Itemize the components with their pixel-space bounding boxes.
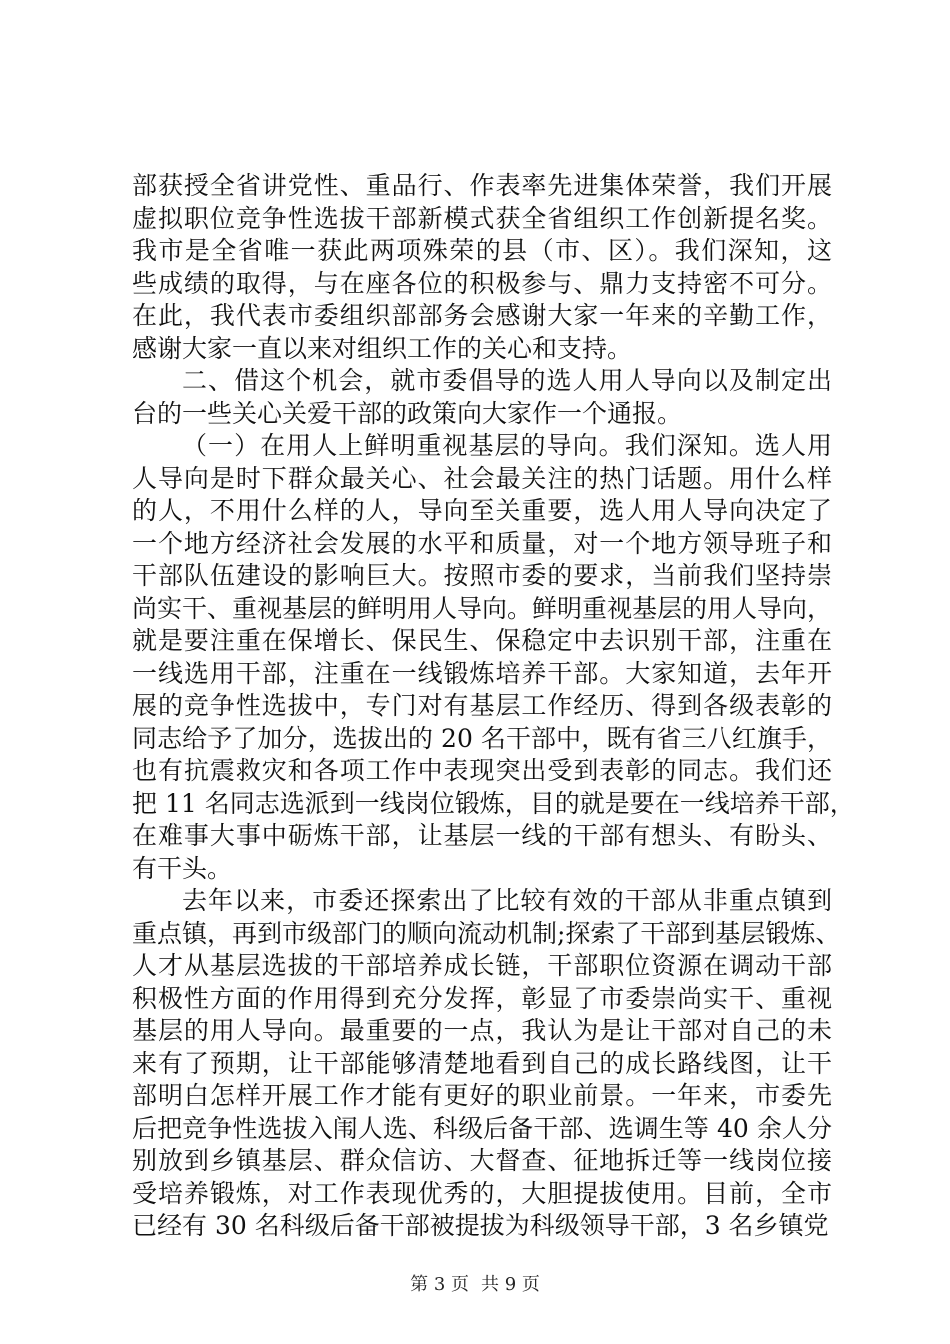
paragraph [132,365,832,430]
text-line: 也有抗震救灾和各项工作中表现突出受到表彰的同志。我们还 [132,756,832,785]
text-line: 基层的用人导向。最重要的一点，我认为是让干部对自己的未 [132,1016,832,1045]
text-line: 我市是全省唯一获此两项殊荣的县（市、区）。我们深知，这 [132,236,832,265]
text-line: 把 11 名同志选派到一线岗位锻炼，目的就是要在一线培养干部， [132,788,855,818]
text-line: 的人，不用什么样的人，导向至关重要，选人用人导向决定了 [132,496,832,525]
text-line: 一线选用干部，注重在一线锻炼培养干部。大家知道，去年开 [132,658,832,688]
text-line: 部获授全省讲党性、重品行、作表率先进集体荣誉，我们开展 [132,171,832,200]
text-line: 来有了预期，让干部能够清楚地看到自己的成长路线图，让干 [132,1048,832,1078]
text-line: 积极性方面的作用得到充分发挥，彰显了市委崇尚实干、重视 [132,983,832,1013]
text-line: 干部队伍建设的影响巨大。按照市委的要求，当前我们坚持崇 [132,561,832,590]
page-total: 共 9 页 [481,1274,540,1295]
text-line: 去年以来，市委还探索出了比较有效的干部从非重点镇到 [182,886,832,915]
text-line: 感谢大家一直以来对组织工作的关心和支持。 [132,333,633,363]
page-footer [0,1270,950,1296]
text-line: 虚拟职位竞争性选拔干部新模式获全省组织工作创新提名奖。 [132,203,832,233]
text-line: 台的一些关心关爱干部的政策向大家作一个通报。 [132,398,683,428]
text-line: 在此，我代表市委组织部部务会感谢大家一年来的辛勤工作， [132,301,832,330]
text-line: 同志给予了加分，选拔出的 20 名干部中，既有省三八红旗手， [132,723,832,753]
text-line: （一）在用人上鲜明重视基层的导向。我们深知。选人用 [182,431,832,460]
text-line: 二、借这个机会，就市委倡导的选人用人导向以及制定出 [182,366,832,395]
text-line: 就是要注重在保增长、保民生、保稳定中去识别干部，注重在 [132,626,832,655]
text-line: 在难事大事中砺炼干部，让基层一线的干部有想头、有盼头、 [132,821,832,850]
text-line: 受培养锻炼，对工作表现优秀的，大胆提拔使用。目前，全市 [132,1178,832,1208]
text-line: 别放到乡镇基层、群众信访、大督查、征地拆迁等一线岗位接 [132,1146,832,1175]
text-line: 些成绩的取得，与在座各位的积极参与、鼎力支持密不可分。 [132,268,832,298]
text-line: 部明白怎样开展工作才能有更好的职业前景。一年来，市委先 [132,1081,832,1110]
page-number: 第 3 页 [410,1274,469,1295]
text-line: 人导向是时下群众最关心、社会最关注的热门话题。用什么样 [132,463,832,493]
text-line: 尚实干、重视基层的鲜明用人导向。鲜明重视基层的用人导向， [132,593,833,623]
text-line: 展的竞争性选拔中，专门对有基层工作经历、得到各级表彰的 [132,691,832,720]
text-line: 重点镇，再到市级部门的顺向流动机制;探索了干部到基层锻炼、 [132,918,841,948]
text-line: 有干头。 [132,853,233,883]
text-line: 一个地方经济社会发展的水平和质量，对一个地方领导班子和 [132,528,832,558]
paragraph [132,170,832,365]
text-line: 人才从基层选拔的干部培养成长链，干部职位资源在调动干部 [132,951,832,980]
paragraph [132,430,855,885]
document-body [132,170,855,1243]
text-line: 已经有 30 名科级后备干部被提拔为科级领导干部，3 名乡镇党 [132,1211,829,1240]
text-line: 后把竞争性选拔入闱人选、科级后备干部、选调生等 40 余人分 [132,1113,832,1143]
paragraph [132,885,841,1243]
